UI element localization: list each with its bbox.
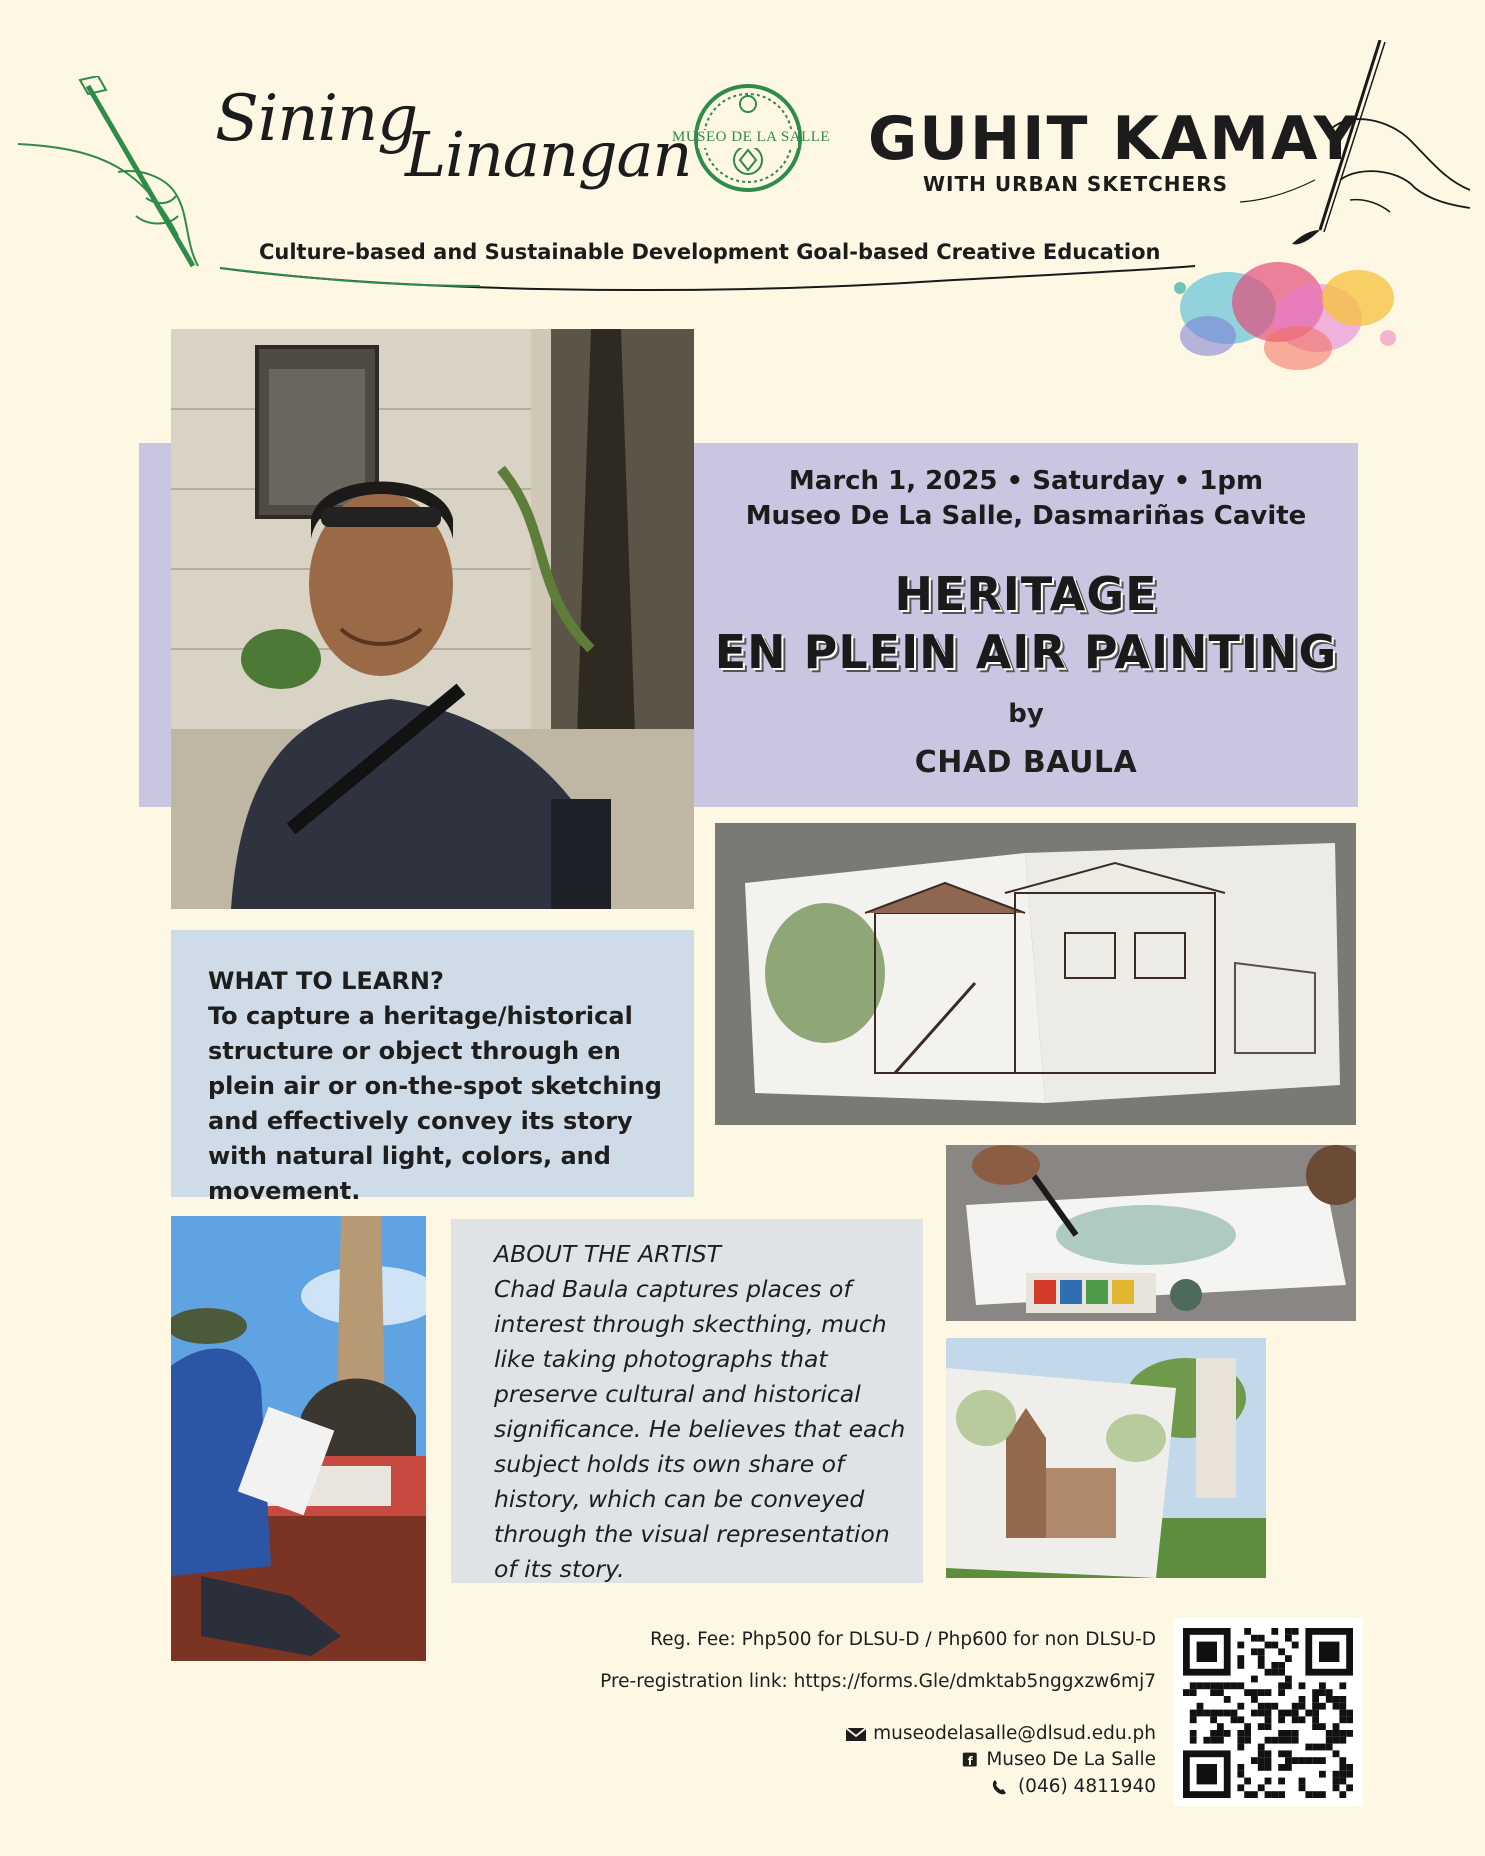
about-artist-panel bbox=[451, 1219, 923, 1583]
pre-registration-link[interactable]: Pre-registration link: https://forms.Gle/dmktab5nggxzw6mj7 bbox=[600, 1671, 1156, 1692]
contact-facebook-row bbox=[660, 1749, 1156, 1770]
contact-phone[interactable]: (046) 4811940 bbox=[1017, 1776, 1156, 1797]
event-artist-name: CHAD BAULA bbox=[914, 745, 1138, 780]
sining-title: Sining bbox=[215, 82, 418, 156]
event-date-line: March 1, 2025 • Saturday • 1pm bbox=[788, 466, 1264, 496]
contact-phone-row bbox=[660, 1776, 1156, 1797]
sketchbook-house-photo bbox=[715, 823, 1356, 1125]
museo-logo-text: MUSEO DE LA SALLE bbox=[672, 129, 831, 145]
guhit-kamay-title: GUHIT KAMAY bbox=[868, 104, 1360, 174]
phone-icon bbox=[990, 1778, 1012, 1796]
envelope-icon bbox=[845, 1725, 867, 1743]
sketching-at-monument-photo bbox=[171, 1216, 426, 1661]
artist-portrait-photo bbox=[171, 329, 694, 909]
what-to-learn-body: To capture a heritage/historical structure or object through en plein air or on-the-spot sketching and effectively convey its story with natural light, colors, and movement. bbox=[208, 1002, 662, 1205]
event-by: by bbox=[1008, 699, 1044, 729]
svg-text:f: f bbox=[968, 1753, 974, 1768]
what-to-learn-panel bbox=[171, 930, 694, 1205]
tagline-swoosh bbox=[200, 262, 1200, 302]
registration-fee: Reg. Fee: Php500 for DLSU-D / Php600 for non DLSU-D bbox=[650, 1629, 1156, 1650]
pen-hand-illustration-left bbox=[18, 76, 238, 276]
event-title-line1: HERITAGE bbox=[894, 567, 1158, 621]
tagline: Culture-based and Sustainable Development Goal-based Creative Education bbox=[259, 240, 1161, 264]
church-sketch-photo bbox=[946, 1338, 1266, 1578]
watercolor-splash bbox=[1168, 248, 1418, 388]
about-artist-heading: ABOUT THE ARTIST bbox=[494, 1240, 722, 1268]
urban-sketchers-subtitle: WITH URBAN SKETCHERS bbox=[923, 172, 1228, 196]
event-venue: Museo De La Salle, Dasmariñas Cavite bbox=[745, 501, 1307, 531]
facebook-icon bbox=[962, 1751, 980, 1769]
about-artist-body: Chad Baula captures places of interest through skecthing, much like taking photographs that preserve cultural and historical significance. He believes that each subject holds its own share of history, which can be conveyed through the visual representation of its story. bbox=[494, 1275, 906, 1583]
linangan-title: Linangan bbox=[405, 118, 692, 191]
contact-facebook[interactable]: Museo De La Salle bbox=[986, 1749, 1156, 1770]
contact-email[interactable]: museodelasalle@dlsud.edu.ph bbox=[873, 1723, 1156, 1744]
watercolor-painting-photo bbox=[946, 1145, 1356, 1321]
what-to-learn-heading: WHAT TO LEARN? bbox=[208, 967, 444, 995]
contact-email-row bbox=[660, 1723, 1156, 1744]
qr-code[interactable] bbox=[1173, 1618, 1363, 1806]
brush-hand-illustration-right bbox=[1240, 40, 1470, 250]
event-title-line2: EN PLEIN AIR PAINTING bbox=[714, 625, 1338, 679]
